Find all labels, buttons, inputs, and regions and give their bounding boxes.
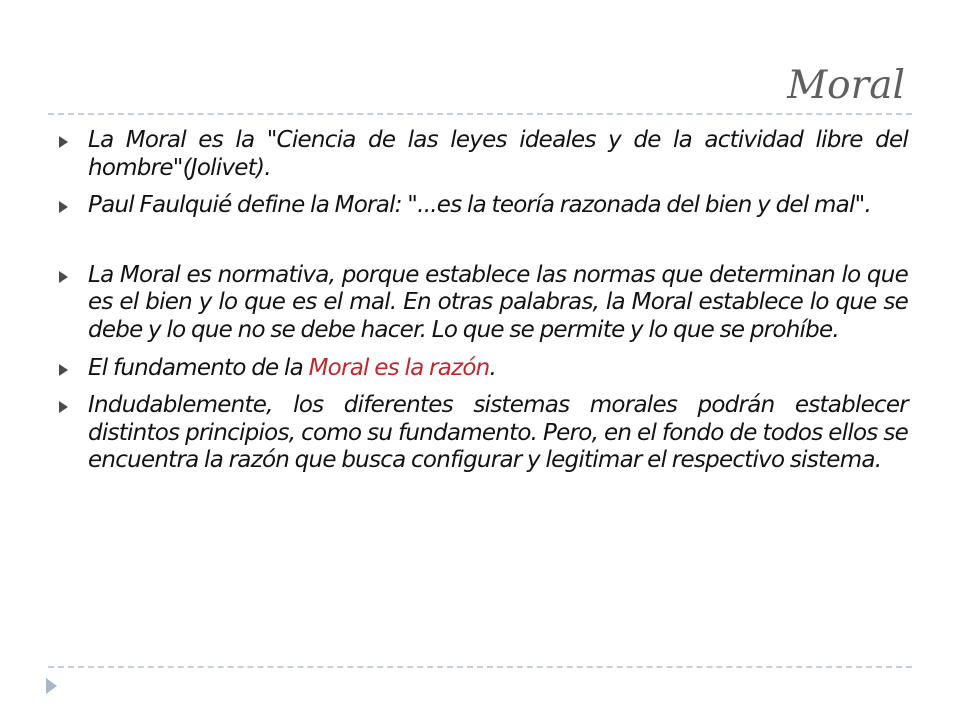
- bullet-text: Indudablemente, los diferentes sistemas morales podrán establecer distintos principios, como su fundamento. Pero, en el fondo de todos ellos se encuentra la razón que busca configurar y legitimar el respectivo sistema.: [88, 392, 908, 474]
- triangle-bullet-icon: [59, 401, 68, 413]
- bullet-item-normativa: [56, 262, 908, 345]
- footer-divider: [48, 666, 912, 668]
- bullet-text: La Moral es normativa, porque establece las normas que determinan lo que es el bien y lo que es el mal. En otras palabras, la Moral establece lo que se debe y lo que no se debe hacer. Lo que se permite y lo que se prohíbe.: [88, 261, 908, 343]
- slide-title: Moral: [787, 63, 905, 108]
- bullet-item-sistemas: [56, 392, 908, 475]
- triangle-bullet-icon: [59, 136, 68, 148]
- triangle-bullet-icon: [59, 271, 68, 283]
- bullet-text-suffix: .: [489, 354, 497, 381]
- bullet-text: Paul Faulquié define la Moral: "...es la teoría razonada del bien y del mal".: [88, 192, 872, 219]
- bullet-item-definition-jolivet: [56, 127, 908, 182]
- highlighted-phrase: Moral es la razón: [308, 354, 490, 381]
- bullet-item-definition-faulquie: [56, 192, 908, 220]
- bullet-text-prefix: El fundamento de la: [88, 354, 309, 381]
- bullet-text: La Moral es la "Ciencia de las leyes ideales y de la actividad libre del hombre"(Jolivet).: [88, 127, 908, 181]
- triangle-arrow-icon: [46, 678, 57, 694]
- triangle-bullet-icon: [59, 201, 68, 213]
- bullet-item-fundamento: [56, 355, 908, 383]
- bullet-list: [56, 127, 908, 485]
- triangle-bullet-icon: [59, 364, 68, 376]
- title-divider: [48, 113, 912, 115]
